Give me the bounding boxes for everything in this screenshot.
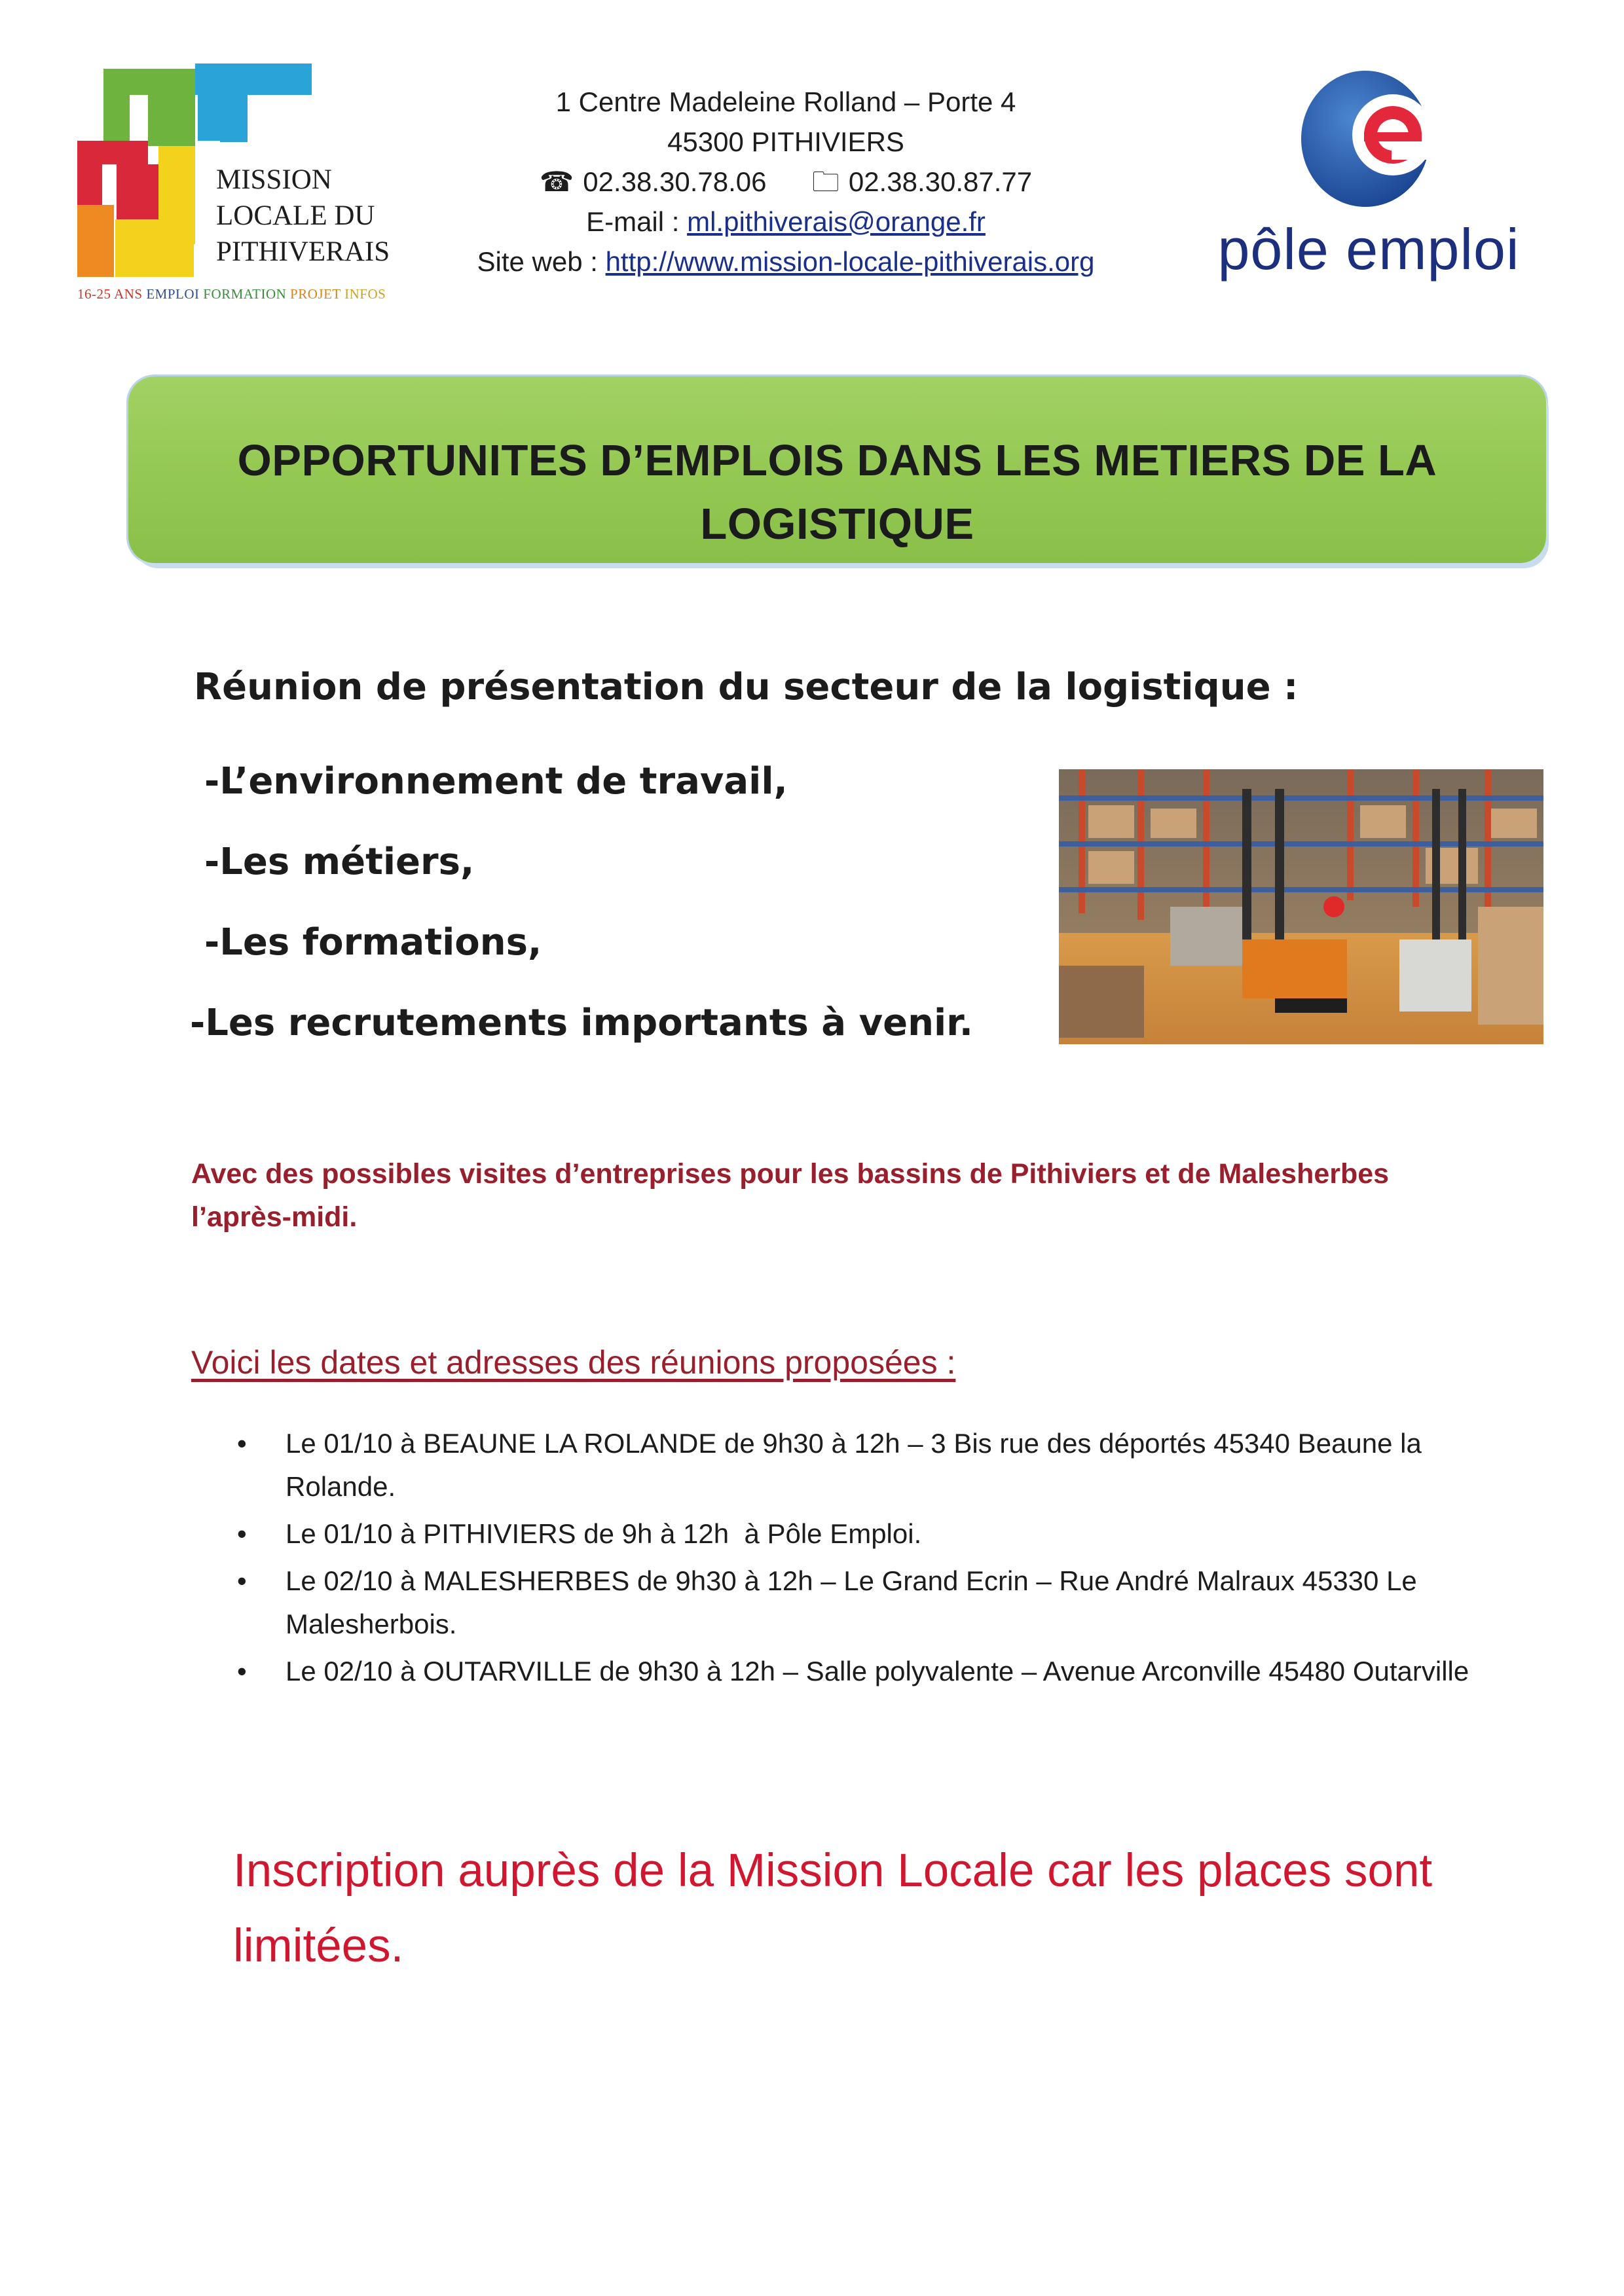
page-title-line: LOGISTIQUE (700, 500, 974, 549)
meeting-text: Le 02/10 à OUTARVILLE de 9h30 à 12h – Salle polyvalente – Avenue Arconville 45480 Outarville (286, 1656, 1469, 1686)
mission-locale-logo (77, 62, 418, 304)
tagline-projet: PROJET (290, 286, 341, 302)
mission-locale-name-line: MISSION (216, 164, 332, 195)
meeting-text: Le 01/10 à PITHIVIERS de 9h à 12h à Pôle Emploi. (286, 1518, 922, 1549)
title-banner (128, 376, 1546, 563)
mission-locale-name (216, 162, 390, 270)
email-line (413, 202, 1159, 242)
topic-item: -Les formations, (204, 921, 542, 964)
bullet-icon: • (237, 1565, 247, 1596)
registration-notice: Inscription auprès de la Mission Locale car les places sont limitées. (233, 1845, 1433, 1972)
warehouse-forklift-photo (1059, 769, 1543, 1044)
web-line (413, 242, 1159, 282)
bullet-icon: • (237, 1656, 247, 1686)
fax-icon: 🗀 (811, 166, 840, 197)
topic-item: -Les recrutements importants à venir. (190, 1002, 974, 1044)
tagline-age: 16-25 ANS (77, 286, 143, 302)
list-item (229, 1422, 1513, 1508)
email-label: E-mail : (586, 206, 688, 237)
contact-block (413, 82, 1159, 282)
topic-item: -L’environnement de travail, (204, 760, 788, 803)
page-title-line: OPPORTUNITES D’EMPLOIS DANS LES METIERS DE LA (237, 436, 1437, 485)
bullet-icon: • (237, 1428, 247, 1459)
tagline-emploi: EMPLOI (146, 286, 200, 302)
pole-emploi-emblem (1293, 65, 1450, 216)
presentation-heading: Réunion de présentation du secteur de la logistique : (194, 666, 1299, 708)
fax-number: 02.38.30.87.77 (848, 166, 1033, 197)
list-item (229, 1512, 1513, 1556)
mission-locale-tagline (77, 286, 386, 302)
phone-number: 02.38.30.78.06 (583, 166, 767, 197)
topics-list (190, 741, 973, 1063)
address-line-2: 45300 PITHIVIERS (667, 126, 904, 157)
company-visits-note: Avec des possibles visites d’entreprises pour les bassins de Pithiviers et de Malesherbes l’après-midi. (191, 1158, 1390, 1233)
list-item (229, 1559, 1513, 1646)
website-link[interactable]: http://www.mission-locale-pithiverais.org (605, 246, 1095, 277)
email-link[interactable]: ml.pithiverais@orange.fr (687, 206, 986, 237)
bullet-icon: • (237, 1518, 247, 1549)
pole-emploi-name: pôle emploi (1217, 217, 1520, 282)
pole-emploi-logo (1198, 65, 1539, 301)
list-item (229, 1650, 1513, 1693)
web-label: Site web : (477, 246, 606, 277)
topic-item: -Les métiers, (204, 841, 475, 883)
phone-icon: ☎ (539, 166, 574, 197)
tagline-formation: FORMATION (203, 286, 287, 302)
meeting-text: Le 01/10 à BEAUNE LA ROLANDE de 9h30 à 12h – 3 Bis rue des déportés 45340 Beaune la Rolande. (286, 1428, 1422, 1502)
mission-locale-name-line: LOCALE DU (216, 200, 375, 231)
mission-locale-name-line: PITHIVERAIS (216, 236, 390, 267)
dates-heading: Voici les dates et adresses des réunions proposées : (191, 1344, 956, 1381)
address-line-1: 1 Centre Madeleine Rolland – Porte 4 (555, 86, 1016, 117)
page-title (128, 429, 1546, 556)
phone-fax-line (413, 162, 1159, 202)
meetings-list (229, 1422, 1513, 1697)
meeting-text: Le 02/10 à MALESHERBES de 9h30 à 12h – Le Grand Ecrin – Rue André Malraux 45330 Le Malesherbois. (286, 1565, 1417, 1639)
tagline-infos: INFOS (344, 286, 386, 302)
